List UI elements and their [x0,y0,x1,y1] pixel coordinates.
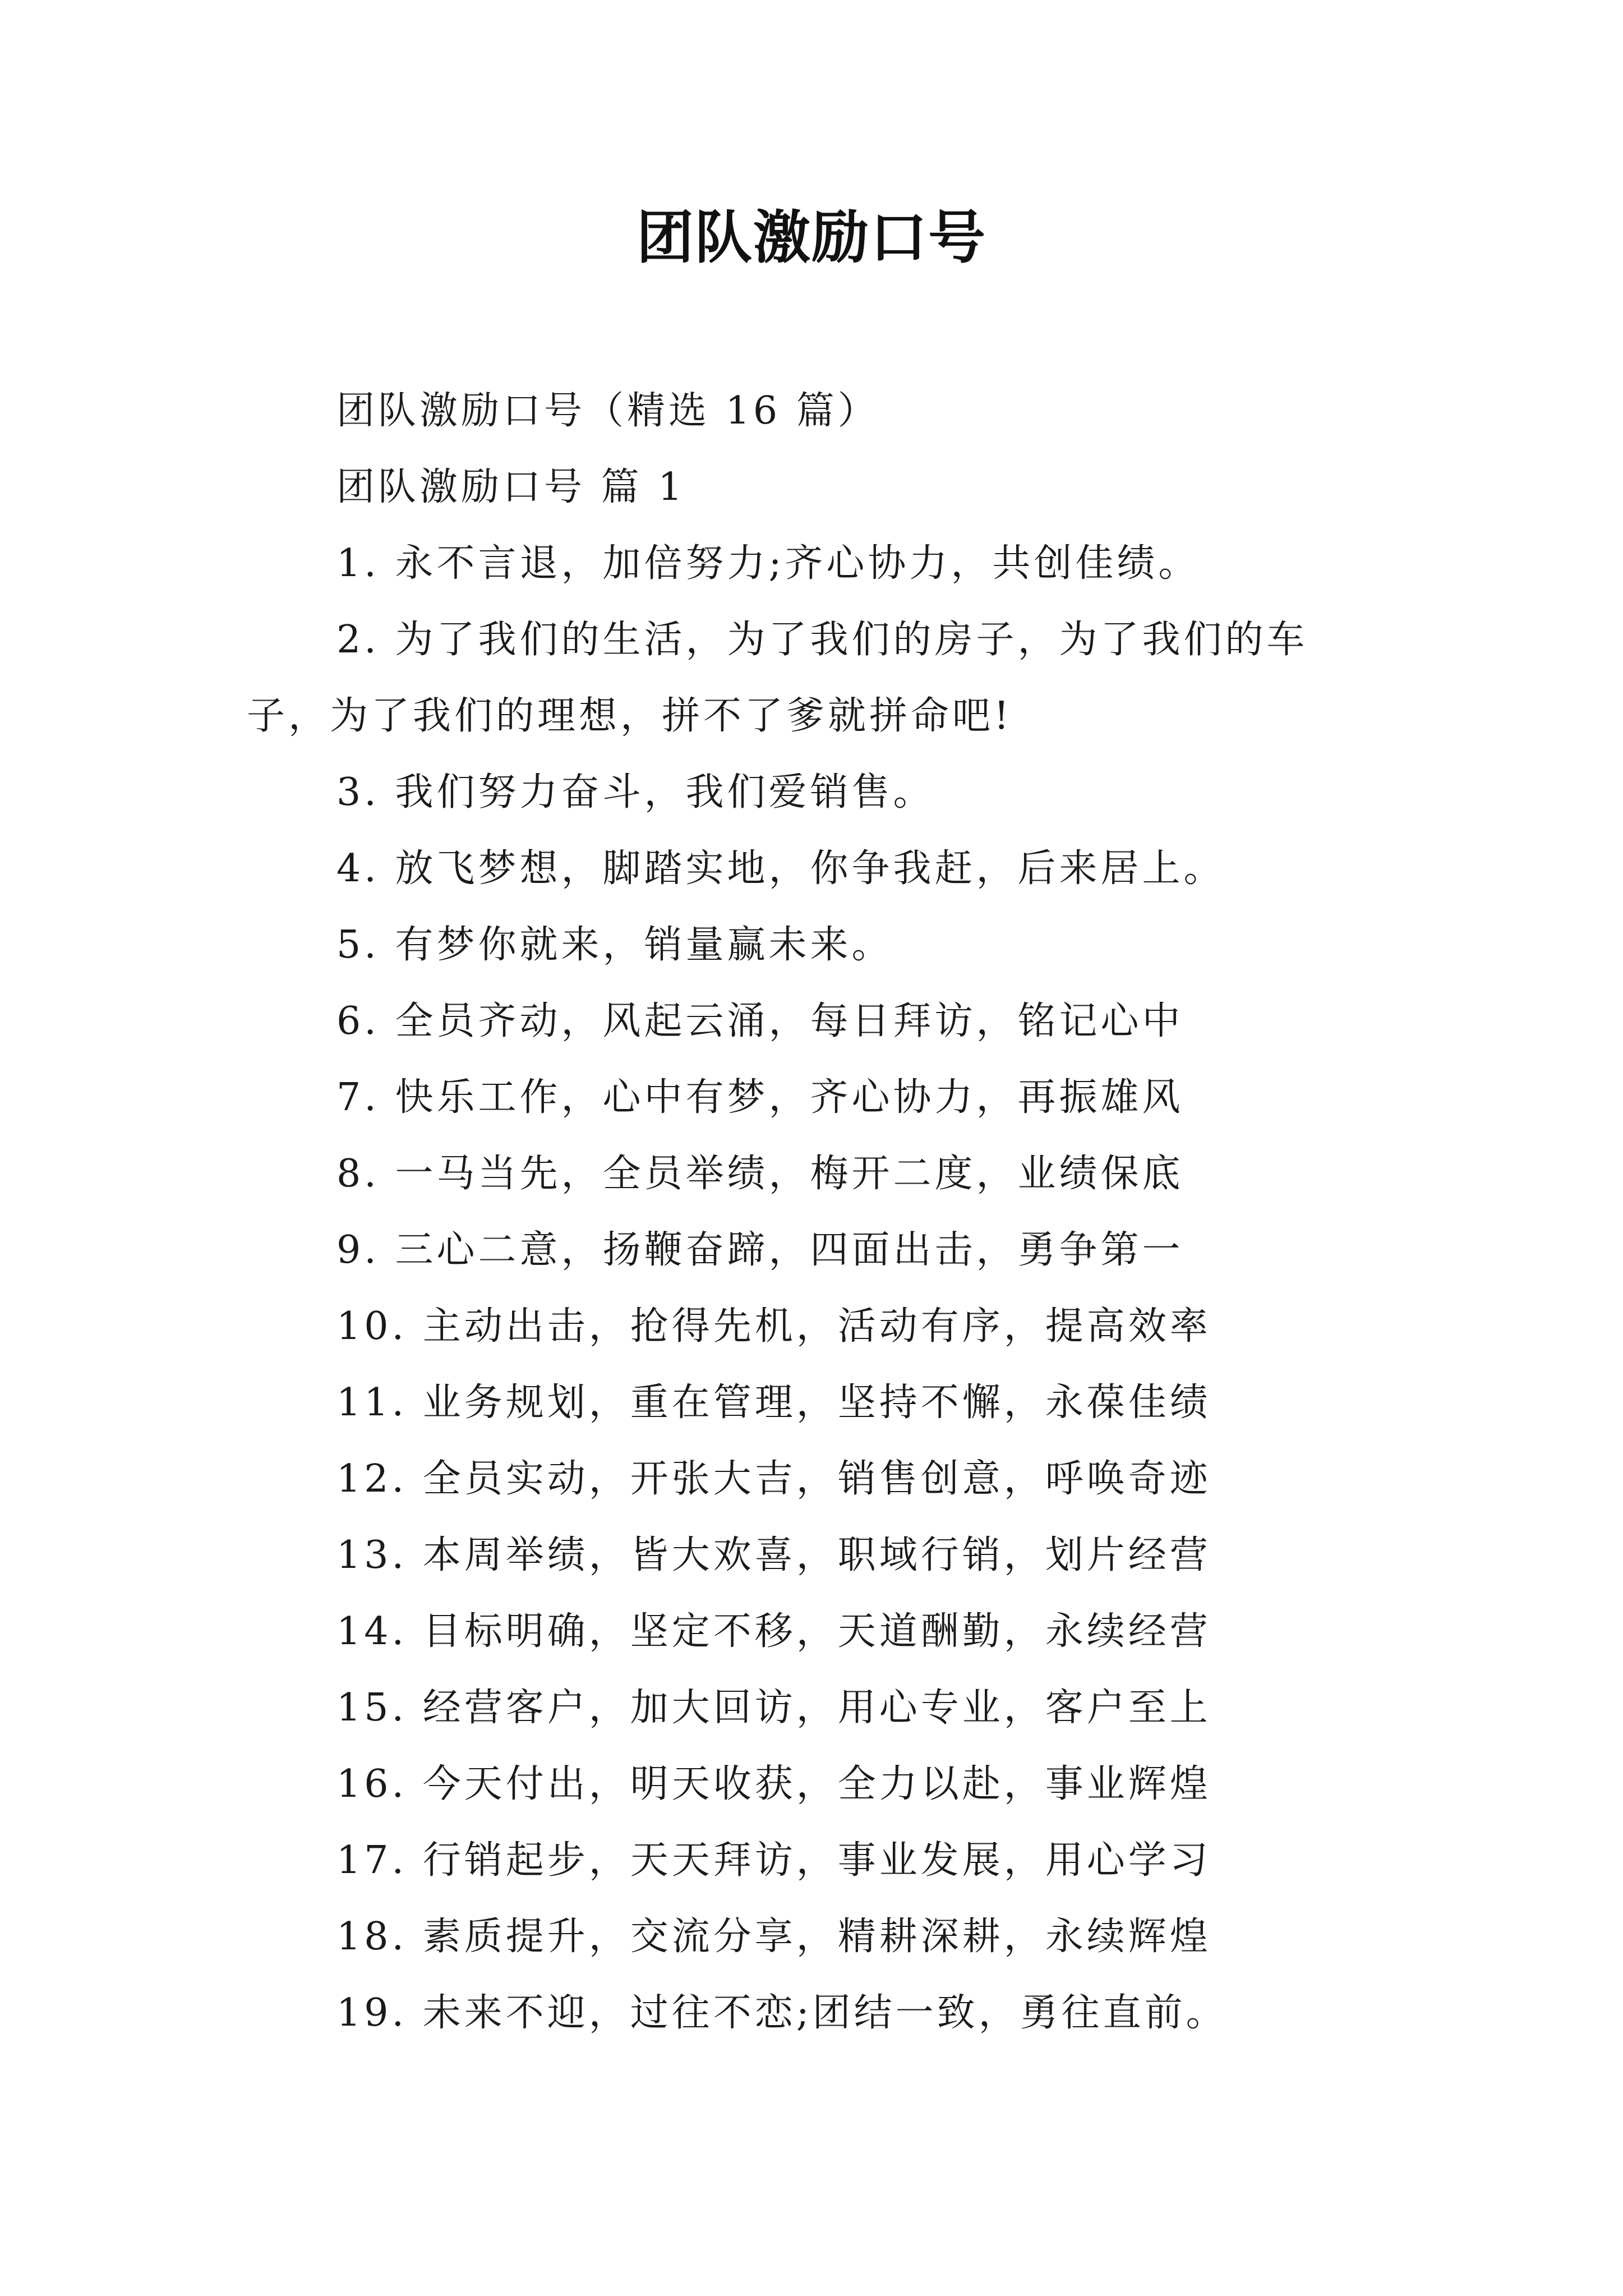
slogan-item: 17. 行销起步，天天拜访，事业发展，用心学习 [336,1838,1211,1883]
slogan-item: 6. 全员齐动，风起云涌，每日拜访，铭记心中 [336,999,1184,1043]
slogan-item: 16. 今天付出，明天收获，全力以赴，事业辉煌 [336,1762,1211,1806]
subtitle-line: 团队激励口号（精选 16 篇） [336,389,879,433]
slogan-item: 11. 业务规划，重在管理，坚持不懈，永葆佳绩 [336,1381,1211,1425]
slogan-item: 15. 经营客户，加大回访，用心专业，客户至上 [336,1686,1211,1730]
slogan-item: 3. 我们努力奋斗，我们爱销售。 [336,770,935,815]
slogan-item: 18. 素质提升，交流分享，精耕深耕，永续辉煌 [336,1915,1211,1959]
slogan-item: 7. 快乐工作，心中有梦，齐心协力，再振雄风 [336,1075,1184,1120]
document-body [247,373,1391,2051]
slogan-item: 8. 一马当先，全员举绩，梅开二度，业绩保底 [336,1152,1184,1196]
slogan-item: 2. 为了我们的生活，为了我们的房子，为了我们的车子，为了我们的理想，拼不了爹就拼命吧! [247,618,1308,738]
slogan-item: 10. 主动出击，抢得先机，活动有序，提高效率 [336,1304,1211,1349]
slogan-item: 5. 有梦你就来，销量赢未来。 [336,923,893,967]
slogan-item: 19. 未来不迎，过往不恋;团结一致，勇往直前。 [336,1991,1228,2035]
slogan-item: 14. 目标明确，坚定不移，天道酬勤，永续经营 [336,1609,1211,1654]
slogan-item: 1. 永不言退，加倍努力;齐心协力，共创佳绩。 [336,541,1200,586]
slogan-item: 9. 三心二意，扬鞭奋蹄，四面出击，勇争第一 [336,1228,1184,1272]
slogan-item: 12. 全员实动，开张大吉，销售创意，呼唤奇迹 [336,1457,1211,1501]
document-title: 团队激励口号 [637,205,986,272]
slogan-item: 13. 本周举绩，皆大欢喜，职域行销，划片经营 [336,1533,1211,1577]
section-heading: 团队激励口号 篇 1 [336,465,686,509]
slogan-item: 4. 放飞梦想，脚踏实地，你争我赶，后来居上。 [336,846,1225,891]
